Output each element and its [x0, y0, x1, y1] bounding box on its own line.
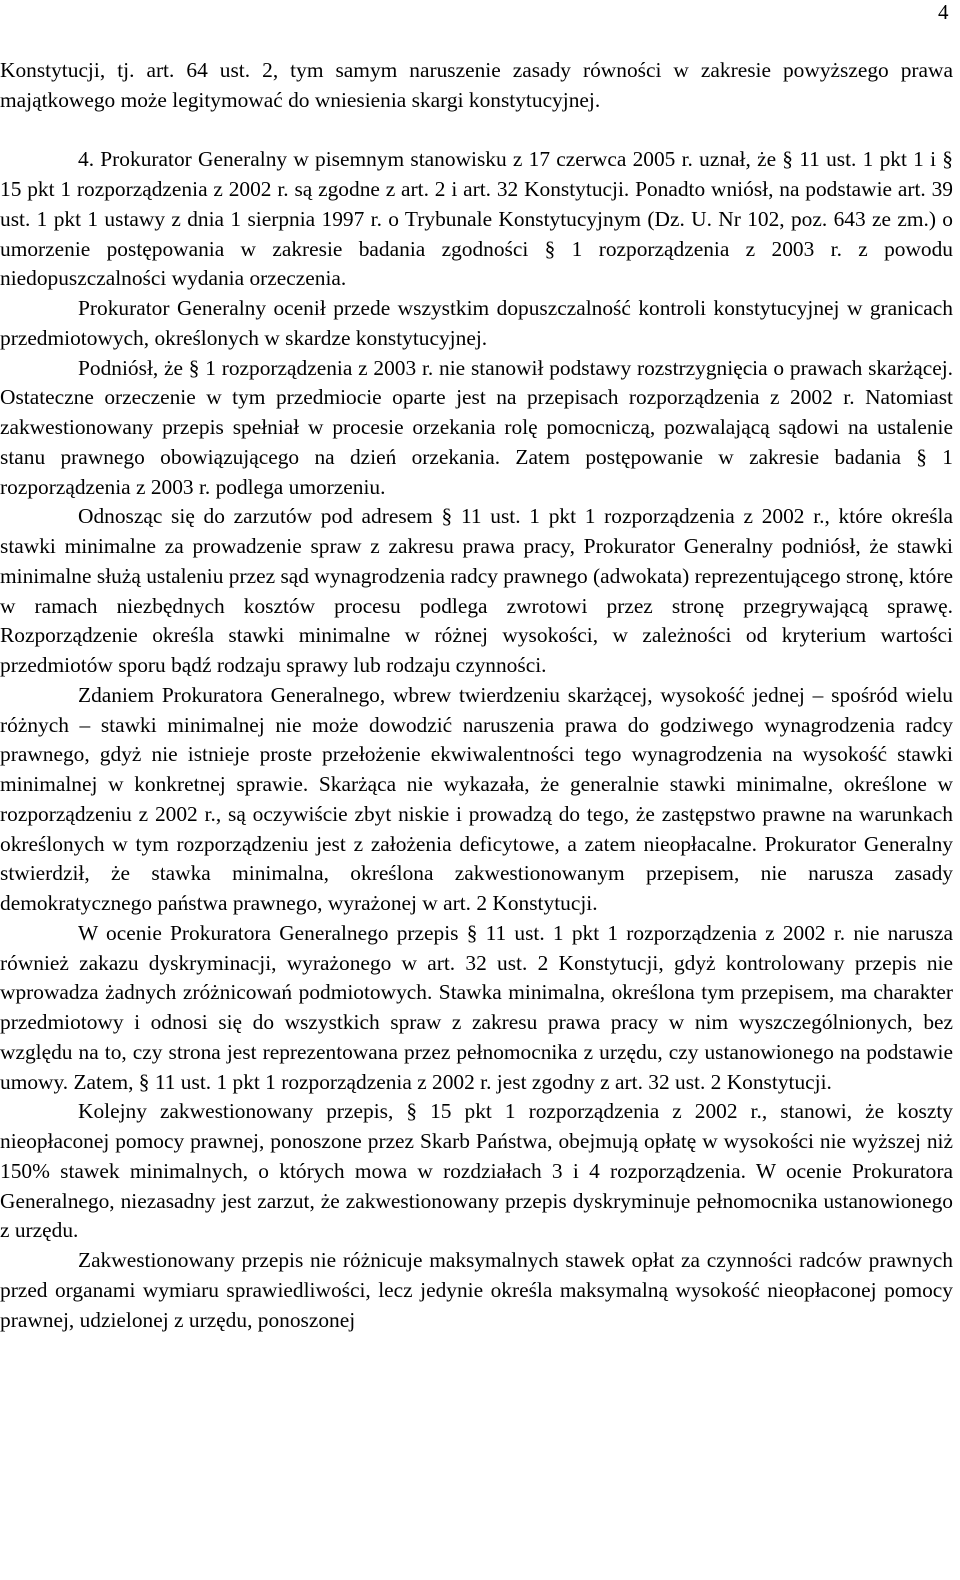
paragraph: Konstytucji, tj. art. 64 ust. 2, tym samym naruszenie zasady równości w zakresie powyższego prawa majątkowego może legitymować do wniesienia skargi konstytucyjnej.: [0, 58, 953, 112]
page-number: 4: [938, 0, 949, 24]
paragraph: Podniósł, że § 1 rozporządzenia z 2003 r. nie stanowił podstawy rozstrzygnięcia o prawach skarżącej. Ostateczne orzeczenie w tym przedmiocie oparte jest na przepisach rozporządzenia z 2002 r. Natomiast zakwestionowany przepis spełniał w procesie orzekania rolę pomocniczą, pozwalającą sądowi na ustalenie stanu prawnego obowiązującego na dzień orzekania. Zatem postępowanie w zakresie badania § 1 rozporządzenia z 2003 r. podlega umorzeniu.: [0, 355, 953, 499]
paragraph: W ocenie Prokuratora Generalnego przepis § 11 ust. 1 pkt 1 rozporządzenia z 2002 r. nie narusza również zakazu dyskryminacji, wyrażonego w art. 32 ust. 2 Konstytucji, gdyż kontrolowany przepis nie wprowadza żadnych zróżnicowań podmiotowych. Stawka minimalna, określona tym przepisem, ma charakter przedmiotowy i odnosi się do wszystkich spraw z zakresu prawa pracy w nim wyszczególnionych, bez względu na to, czy strona jest reprezentowana przez pełnomocnika z urzędu, czy ustanowionego na podstawie umowy. Zatem, § 11 ust. 1 pkt 1 rozporządzenia z 2002 r. jest zgodny z art. 32 ust. 2 Konstytucji.: [0, 920, 953, 1094]
paragraph: Kolejny zakwestionowany przepis, § 15 pkt 1 rozporządzenia z 2002 r., stanowi, że koszty nieopłaconej pomocy prawnej, ponoszone przez Skarb Państwa, obejmują opłatę w wysokości nie wyższej niż 150% stawek minimalnych, o których mowa w rozdziałach 3 i 4 rozporządzenia. W ocenie Prokuratora Generalnego, niezasadny jest zarzut, że zakwestionowany przepis dyskryminuje pełnomocnika ustanowionego z urzędu.: [0, 1099, 953, 1243]
paragraph: Prokurator Generalny ocenił przede wszystkim dopuszczalność kontroli konstytucyjnej w granicach przedmiotowych, określonych w skardze konstytucyjnej.: [0, 296, 953, 350]
paragraph: 4. Prokurator Generalny w pisemnym stanowisku z 17 czerwca 2005 r. uznał, że § 11 ust. 1 pkt 1 i § 15 pkt 1 rozporządzenia z 2002 r. są zgodne z art. 2 i art. 32 Konstytucji. Ponadto wniósł, na podstawie art. 39 ust. 1 pkt 1 ustawy z dnia 1 sierpnia 1997 r. o Trybunale Konstytucyjnym (Dz. U. Nr 102, poz. 643 ze zm.) o umorzenie postępowania w zakresie badania zgodności § 1 rozporządzenia z 2003 r. z powodu niedopuszczalności wydania orzeczenia.: [0, 147, 953, 291]
paragraph: Zdaniem Prokuratora Generalnego, wbrew twierdzeniu skarżącej, wysokość jednej – spośród wielu różnych – stawki minimalnej nie może dowodzić naruszenia prawa do godziwego wynagrodzenia radcy prawnego, gdyż nie istnieje proste przełożenie ekwiwalentności tego wynagrodzenia na wysokość stawki minimalnej w konkretnej sprawie. Skarżąca nie wykazała, że generalnie stawki minimalne, określone w rozporządzeniu z 2002 r., są oczywiście zbyt niskie i prowadzą do tego, że zastępstwo prawne na warunkach określonych w tym rozporządzeniu jest z założenia deficytowe, a zatem nieopłacalne. Prokurator Generalny stwierdził, że stawka minimalna, określona zakwestionowanym przepisem, nie narusza zasady demokratycznego państwa prawnego, wyrażonej w art. 2 Konstytucji.: [0, 682, 953, 915]
paragraph: Odnosząc się do zarzutów pod adresem § 11 ust. 1 pkt 1 rozporządzenia z 2002 r., które określa stawki minimalne za prowadzenie spraw z zakresu prawa pracy, Prokurator Generalny podniósł, że stawki minimalne służą ustaleniu przez sąd wynagrodzenia radcy prawnego (adwokata) reprezentującego stronę, które w ramach niezbędnych kosztów procesu podlega zwrotowi przez stronę przegrywającą sprawę. Rozporządzenie określa stawki minimalne w różnej wysokości, w zależności od kryterium wartości przedmiotów sporu bądź rodzaju sprawy lub rodzaju czynności.: [0, 504, 953, 677]
document-body: [0, 56, 953, 1335]
paragraph: Zakwestionowany przepis nie różnicuje maksymalnych stawek opłat za czynności radców prawnych przed organami wymiaru sprawiedliwości, lecz jedynie określa maksymalną wysokość nieopłaconej pomocy prawnej, udzielonej z urzędu, ponoszonej: [0, 1248, 953, 1332]
paragraph-spacer: [0, 116, 953, 146]
